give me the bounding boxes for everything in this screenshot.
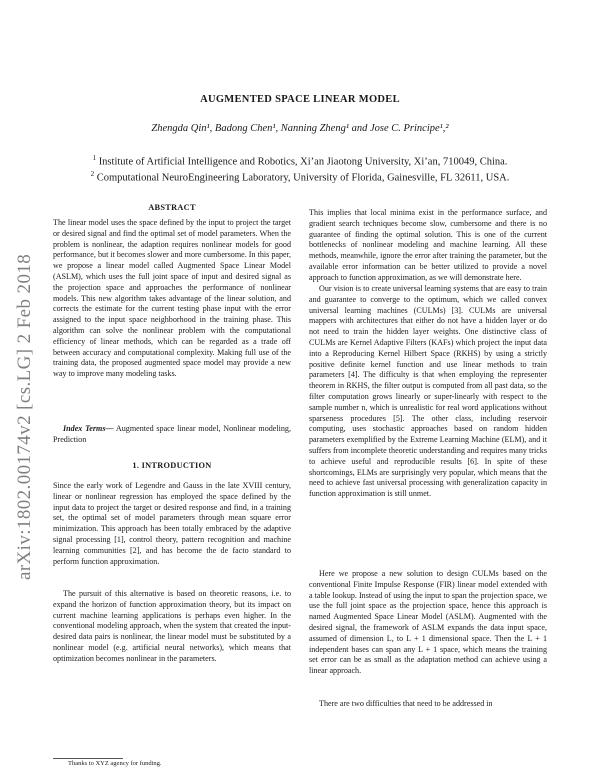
footnote-rule [53, 758, 123, 759]
abstract-text: The linear model uses the space defined by the input to project the target or desired signal and find the optimal set of model parameters. When the problem is nonlinear, the adaption requires nonlinear models for good performance, but it becomes slower and more cumbersome. In this paper, we propose a linear model called Augmented Space Linear Model (ASLM), which uses the full joint space of input and desired signal as the projection space and approaches the performance of nonlinear models. This new algorithm takes advantage of the linear solution, and corrects the estimate for the current testing phase input with the error assigned to the input space neighborhood in the training phase. This algorithm can solve the nonlinear problem with the computational efficiency of linear methods, which can be regarded as a trade off between accuracy and computational complexity. Making full use of the training data, the proposed augmented space model may provide a new way to improve many modeling tasks. [53, 218, 291, 379]
intro-paragraph-4: Our vision is to create universal learning systems that are easy to train and guarantee to converge to the optimum, which we called convex universal learning machines (CULMs) [3]. CULMs are universal mappers with architectures that either do not have a hidden layer or do not need to train the hidden layer weights. One distinctive class of CULMs are Kernel Adaptive Filters (KAFs) which project the input data into a Reproducing Kernel Hilbert Space (RKHS) by using a strictly positive definite kernel function and use linear methods to train parameters [4]. The difficulty is that when employing the representer theorem in RKHS, the filter output is computed from all past data, so the filter computation grows linearly or super-linearly with respect to the sample number n, which is unrealistic for real word applications without sparseness procedures [5]. The other class, including reservoir computing, uses stochastic approaches based on random hidden parameters exemplified by the Extreme Learning Machine (ELM), and it suffers from incomplete theoretic understanding and requires many tricks to achieve useful and reproducible results [6]. In spite of these shortcomings, ELMs are surprisingly very popular, which means that the need to achieve fast universal processing with generalization capacity in function approximation is still unmet. [309, 284, 547, 499]
affiliation-text: Computational NeuroEngineering Laboratory, University of Florida, Gainesville, FL 32611, USA. [94, 172, 510, 184]
intro-paragraph-2: The pursuit of this alternative is based on theoretic reasons, i.e. to expand the horizon of function approximation theory, but its impact on current machine learning applications is perhaps even higher. In the conventional modeling approach, when the system that created the input-desired data pairs is nonlinear, the linear model must be substituted by a nonlinear model (e.g. artificial neural networks), which means that optimization becomes nonlinear in the parameters. [53, 589, 291, 663]
affiliation-mark: 2 [90, 170, 95, 178]
intro-paragraph-3: This implies that local minima exist in the performance surface, and gradient search techniques become slow, cumbersome and there is no guarantee of finding the optimal solution. This is one of the current bottlenecks of nonlinear modeling and machine learning. All these methods, meanwhile, ignore the error after training the parameter, but the available error information can be better utilized to provide a novel approach to function approximation, as we will demonstrate here. [309, 208, 547, 282]
introduction-heading: 1. INTRODUCTION [132, 461, 212, 470]
index-terms-label: Index Terms— [63, 424, 114, 433]
affiliation-1 [0, 150, 600, 166]
affiliation-text: Institute of Artificial Intelligence and Robotics, Xi’an Jiaotong University, Xi’an, 710049, China. [96, 156, 508, 168]
intro-paragraph-5: Here we propose a new solution to design CULMs based on the conventional Finite Impulse Response (FIR) linear model extended with a table lookup. Instead of using the input to span the projection space, we use the full joint space as the projection space, hence this approach is named Augmented Space Linear Model (ASLM). Augmented with the desired signal, the framework of ASLM expands the data input space, assumed of dimension L, to L + 1 dimensional space. Then the L + 1 independent bases can span any L + 1 space, which means the training set error can be as small as the adaptation method can achieve using a linear approach. [309, 569, 547, 676]
abstract-heading: ABSTRACT [148, 203, 196, 212]
intro-paragraph-1: Since the early work of Legendre and Gauss in the late XVIII century, linear or nonlinear regression has employed the space defined by the input data to project the target or desired response and find, in a training set, the optimal set of model parameters through mean square error minimization. This approach has been totally embraced by the adaptive signal processing [1], control theory, pattern recognition and machine learning communities [2], and has become the de facto standard to perform function approximation. [53, 481, 291, 566]
affiliation-mark: 1 [92, 154, 97, 162]
footnote: Thanks to XYZ agency for funding. [68, 760, 162, 767]
affiliations [0, 150, 600, 182]
intro-paragraph-6: There are two difficulties that need to be addressed in [319, 699, 493, 708]
index-terms-text: Augmented space linear model, Nonlinear modeling, Prediction [53, 424, 291, 444]
arxiv-stamp: arXiv:1802.00174v2 [cs.LG] 2 Feb 2018 [14, 253, 35, 580]
paper-title: AUGMENTED SPACE LINEAR MODEL [200, 94, 400, 105]
index-terms [53, 424, 291, 446]
affiliation-2 [0, 166, 600, 182]
author-list: Zhengda Qin¹, Badong Chen¹, Nanning Zheng¹ and Jose C. Principe¹,² [151, 123, 449, 134]
